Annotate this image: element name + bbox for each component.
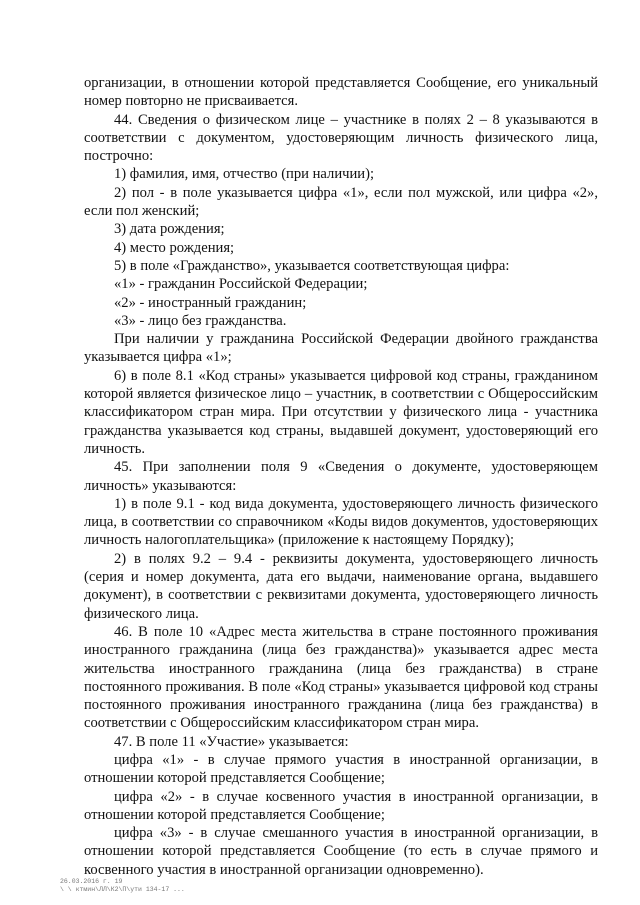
paragraph-45: 45. При заполнении поля 9 «Сведения о документе, удостоверяющем личность» указываются: xyxy=(84,459,598,494)
paragraph: цифра «3» - в случае смешанного участия в иностранной организации, в отношении которой представляется Сообщение (то есть в случае прямого и косвенного участия в иностранной организации одновременно). xyxy=(84,825,598,878)
document-body xyxy=(84,74,598,879)
paragraph-47: 47. В поле 11 «Участие» указывается: xyxy=(114,733,349,750)
paragraph: цифра «2» - в случае косвенного участия в иностранной организации, в отношении которой представляется Сообщение; xyxy=(84,788,598,823)
list-item: «2» - иностранный гражданин; xyxy=(114,294,307,311)
paragraph-44: 44. Сведения о физическом лице – участнике в полях 2 – 8 указываются в соответствии с документом, удостоверяющим личность физического лица, построчно: xyxy=(84,111,598,165)
document-footer xyxy=(60,878,185,894)
footer-path-line: \ \ ктмин\ЛЛ\К2\П\ути 134-17 ... xyxy=(60,886,185,893)
list-item: 4) место рождения; xyxy=(114,239,235,256)
paragraph: 2) в полях 9.2 – 9.4 - реквизиты документа, удостоверяющего личность (серия и номер документа, дата его выдачи, наименование органа, выдавшего документ), в соответствии с реквизитами документа, удостоверяющего личность физического лица. xyxy=(84,550,598,622)
list-item: «1» - гражданин Российской Федерации; xyxy=(114,276,368,293)
list-item: «3» - лицо без гражданства. xyxy=(114,312,287,329)
list-item: 2) пол - в поле указывается цифра «1», если пол мужской, или цифра «2», если пол женский; xyxy=(84,184,598,220)
list-item: 1) фамилия, имя, отчество (при наличии); xyxy=(114,166,375,183)
paragraph-46: 46. В поле 10 «Адрес места жительства в стране постоянного проживания иностранного гражданина (лица без гражданства)» указывается адрес места жительства иностранного гражданина (лица без гражданства) в стране постоянного проживания. В поле «Код страны» указывается цифровой код страны постоянного проживания иностранного гражданина (лица без гражданства) в соответствии с Общероссийским классификатором стран мира. xyxy=(84,623,598,732)
list-item: 3) дата рождения; xyxy=(114,221,225,238)
paragraph-continuation: организации, в отношении которой представляется Сообщение, его уникальный номер повторно не присваивается. xyxy=(84,75,598,110)
paragraph: При наличии у гражданина Российской Федерации двойного гражданства указывается цифра «1»; xyxy=(84,331,598,366)
paragraph: цифра «1» - в случае прямого участия в иностранной организации, в отношении которой представляется Сообщение; xyxy=(84,751,598,787)
paragraph: 1) в поле 9.1 - код вида документа, удостоверяющего личность физического лица, в соответствии со справочником «Коды видов документов, удостоверяющих личность налогоплательщика» (приложение к настоящему Порядку); xyxy=(84,495,598,549)
paragraph: 6) в поле 8.1 «Код страны» указывается цифровой код страны, гражданином которой является физическое лицо – участник, в соответствии с Общероссийским классификатором стран мира. При отсутствии у физического лица - участника гражданства указывается код страны, выдавшей документ, удостоверяющий его личность. xyxy=(84,367,598,457)
footer-date-line: 26.03.2016 г. 19 xyxy=(60,878,123,885)
list-item: 5) в поле «Гражданство», указывается соответствующая цифра: xyxy=(114,257,510,274)
